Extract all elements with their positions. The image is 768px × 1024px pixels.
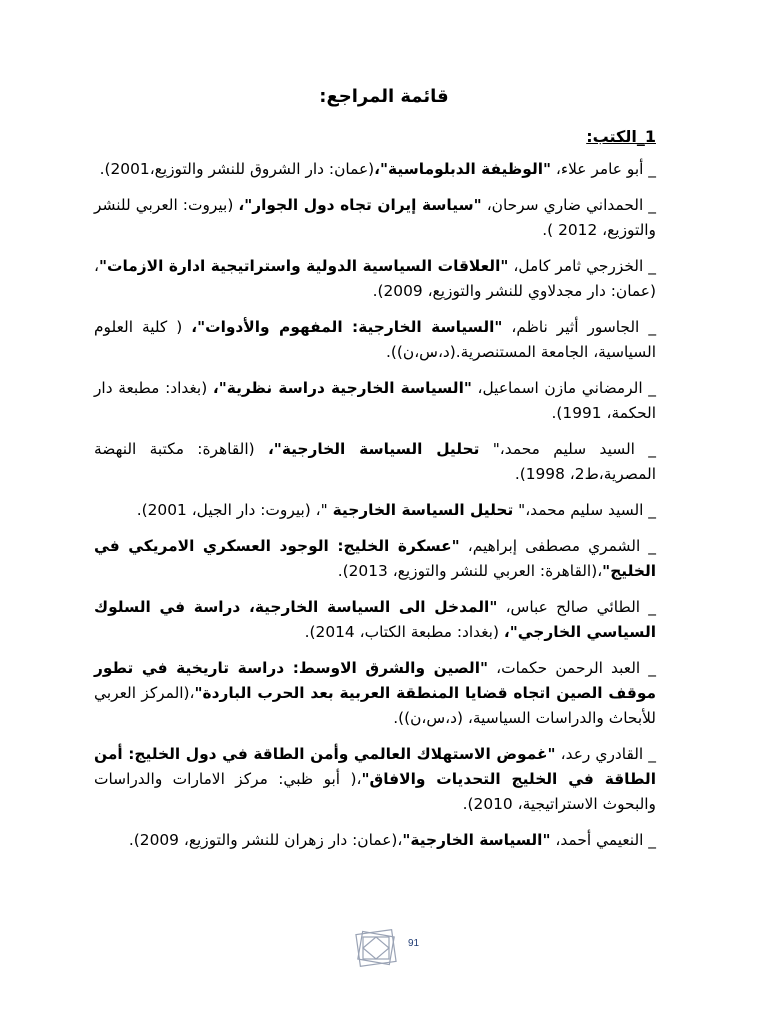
reference-item <box>94 742 656 817</box>
reference-title: "العلاقات السياسية الدولية واستراتيجية ادارة الازمات" <box>98 257 509 275</box>
reference-item <box>94 157 656 182</box>
page-number: 91 <box>408 938 420 949</box>
reference-publisher: ،(عمان: دار زهران للنشر والتوزيع، 2009). <box>128 831 403 849</box>
reference-publisher: ،(عمان: دار مجدلاوي للنشر والتوزيع، 2009). <box>94 257 656 300</box>
reference-item <box>94 376 656 426</box>
reference-author: _ الجاسور أثير ناظم، <box>502 318 657 336</box>
references-list <box>94 124 656 864</box>
reference-publisher: (بيروت: العربي للنشر والتوزيع، 2012 ). <box>94 196 656 239</box>
reference-publisher: (بغداد: مطبعة الكتاب، 2014). <box>304 623 504 641</box>
reference-publisher: ،(المركز العربي للأبحاث والدراسات السياسية، (د،س،ن)). <box>94 684 656 727</box>
reference-author: _ السيد سليم محمد،" <box>479 440 656 458</box>
reference-publisher: (بغداد: مطبعة دار الحكمة، 1991). <box>94 379 656 422</box>
reference-author: _ الطائي صالح عباس، <box>497 598 656 616</box>
reference-item <box>94 193 656 243</box>
reference-publisher: "، (بيروت: دار الجيل، 2001). <box>136 501 333 519</box>
reference-item <box>94 315 656 365</box>
reference-item <box>94 437 656 487</box>
reference-publisher: ،( أبو ظبي: مركز الامارات والدراسات والبحوث الاستراتيجية، 2010). <box>94 770 656 813</box>
reference-title: "سياسة إيران تجاه دول الجوار"، <box>238 196 482 214</box>
reference-title: "السياسة الخارجية: المفهوم والأدوات"، <box>191 318 503 336</box>
reference-item <box>94 656 656 731</box>
reference-item <box>94 595 656 645</box>
reference-title: "الصين والشرق الاوسط: دراسة تاريخية في تطور موقف الصين اتجاه قضايا المنطقة العربية بعد الحرب الباردة" <box>94 659 656 702</box>
reference-author: _ الشمري مصطفى إبراهيم، <box>459 537 657 555</box>
reference-publisher: ،(القاهرة: العربي للنشر والتوزيع، 2013). <box>337 562 603 580</box>
reference-author: _ النعيمي أحمد، <box>550 831 656 849</box>
reference-item <box>94 254 656 304</box>
footer-ornament-icon <box>354 926 454 970</box>
section-heading-books: 1_الكتب: <box>586 127 656 146</box>
reference-author: _ العبد الرحمن حكمات، <box>488 659 656 677</box>
reference-title: "غموض الاستهلاك العالمي وأمن الطاقة في دول الخليج: أمن الطاقة في الخليج التحديات والافاق" <box>94 745 656 788</box>
reference-author: _ أبو عامر علاء، <box>551 160 656 178</box>
reference-publisher: (عمان: دار الشروق للنشر والتوزيع،2001). <box>99 160 375 178</box>
reference-title: "الوظيفة الدبلوماسية"، <box>374 160 552 178</box>
reference-title: "المدخل الى السياسة الخارجية، دراسة في السلوك السياسي الخارجي"، <box>94 598 656 641</box>
reference-title: "السياسة الخارجية دراسة نظرية"، <box>212 379 472 397</box>
reference-title: تحليل السياسة الخارجية"، <box>267 440 480 458</box>
reference-title: تحليل السياسة الخارجية <box>332 501 514 519</box>
reference-publisher: ( كلية العلوم السياسية، الجامعة المستنصرية.(د،س،ن)). <box>94 318 656 361</box>
reference-title: "عسكرة الخليج: الوجود العسكري الامريكي في الخليج" <box>94 537 656 580</box>
reference-author: _ الحمداني ضاري سرحان، <box>481 196 656 214</box>
reference-title: "السياسة الخارجية" <box>402 831 551 849</box>
reference-item <box>94 498 656 523</box>
reference-author: _ السيد سليم محمد،" <box>513 501 656 519</box>
reference-author: _ الرمضاني مازن اسماعيل، <box>471 379 656 397</box>
reference-author: _ القادري رعد، <box>555 745 656 763</box>
reference-item <box>94 534 656 584</box>
page-title: قائمة المراجع: <box>319 86 449 107</box>
reference-publisher: (القاهرة: مكتبة النهضة المصرية،ط2، 1998). <box>94 440 656 483</box>
reference-item <box>94 828 656 853</box>
reference-author: _ الخزرجي ثامر كامل، <box>508 257 656 275</box>
